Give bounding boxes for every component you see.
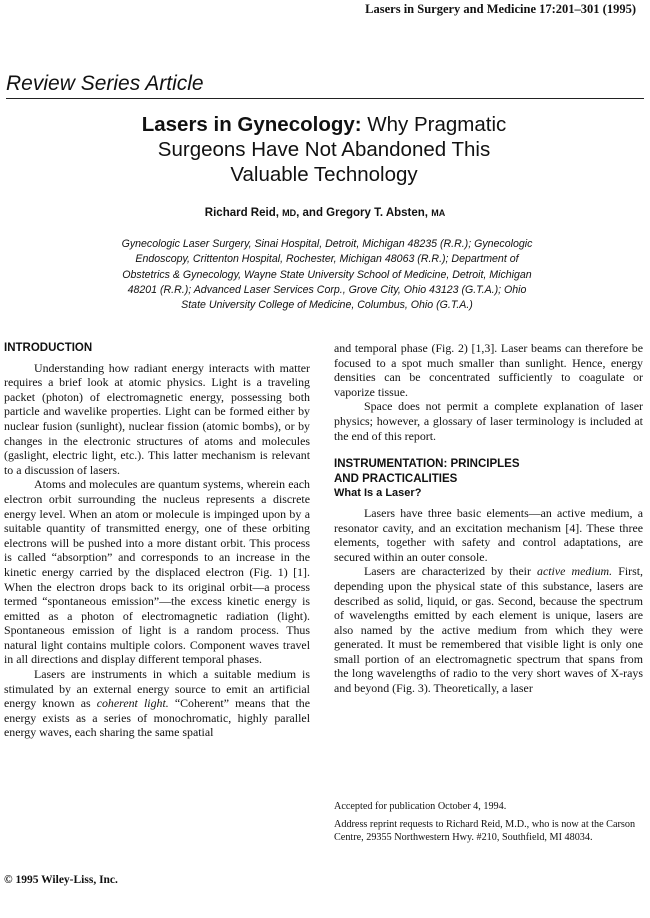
affiliation-line: Gynecologic Laser Surgery, Sinai Hospital, Detroit, Michigan 48235 (R.R.); Gynecologic	[121, 238, 533, 250]
title-line-2: Surgeons Have Not Abandoned This	[157, 138, 491, 161]
body-paragraph: Lasers have three basic elements—an active medium, a resonator cavity, and an excitation mechanism [4]. These three elements, together with safety and control adaptations, are secured within an outer console.	[334, 505, 643, 564]
text-run: First, depending upon the physical state of this substance, lasers are described as solid, liquid, or gas. Second, because the spectrum of wavelengths emitted by each element is unique, lasers are also named by the active medium from which they were generated. It must be remembered that visible light is only one small portion of an electromagnetic spectrum that spans from the long wavelengths of radio to the very short waves of X-rays and beyond (Fig. 3). Theoretically, a laser	[334, 564, 643, 696]
affiliation-line: Obstetrics & Gynecology, Wayne State University School of Medicine, Detroit, Michigan	[122, 268, 532, 281]
footnotes	[334, 801, 643, 849]
body-paragraph: Space does not permit a complete explanation of laser physics; however, a glossary of laser terminology is included at the end of this report.	[334, 399, 643, 443]
title-line-3: Valuable Technology	[230, 163, 418, 186]
journal-citation: Lasers in Surgery and Medicine 17:201–301 (1995)	[365, 2, 636, 16]
article-title	[60, 112, 588, 187]
right-column	[334, 341, 643, 696]
title-line-1	[60, 112, 588, 137]
emphasis-text: coherent light.	[96, 696, 169, 711]
footnote-reprint: Address reprint requests to Richard Reid, M.D., who is now at the Carson Centre, 29355 Northwestern Hwy. #210, Southfield, MI 48034.	[334, 818, 636, 843]
footnote-accepted: Accepted for publication October 4, 1994.	[334, 801, 507, 812]
article-type-label: Review Series Article	[6, 72, 204, 95]
subsection-heading: What Is a Laser?	[334, 487, 422, 500]
title-bold-part: Lasers in Gynecology:	[141, 113, 362, 136]
author-2-name: Gregory T. Absten,	[326, 207, 428, 219]
copyright-notice: © 1995 Wiley-Liss, Inc.	[4, 874, 118, 886]
body-paragraph: Understanding how radiant energy interacts with matter requires a brief look at atomic physics. Light is a traveling packet (photon) of electromagnetic energy, possessing both particle and wavelike properties. Light can be formed either by nuclear fusion (sunlight), nuclear fission (atomic bombs), or by changes in the electronic structures of atoms and molecules (gaslight, electric light, etc.). This latter mechanism is relevant to a discussion of lasers.	[4, 360, 310, 477]
body-paragraph: Atoms and molecules are quantum systems, wherein each electron orbit surrounding the nucleus represents a discrete energy level. When an atom or molecule is impinged upon by a suitable quantity of transmitted energy, one of these orbiting electrons will be pushed into a more distant orbit. This process is called “absorption” and corresponds to an increase in the kinetic energy carried by the displaced electron (Fig. 1) [1]. When the electron drops back to its original orbit—a process termed “spontaneous emission”—the excess kinetic energy is emitted as a photon of electromagnetic radiation (light). Spontaneous emission of light is a random process. Thus natural light contains multiple colors. Component waves travel in all directions and display different temporal phases.	[4, 477, 310, 667]
affiliation-line: 48201 (R.R.); Advanced Laser Services Corp., Grove City, Ohio 43123 (G.T.A.); Ohio	[127, 283, 527, 296]
affiliation-line: State University College of Medicine, Columbus, Ohio (G.T.A.)	[181, 299, 473, 312]
heading-line: AND PRACTICALITIES	[334, 472, 458, 485]
emphasis-text: active medium.	[537, 564, 613, 579]
section-heading-instrumentation	[334, 457, 643, 486]
text-run: Lasers are instruments in which a suitable medium is stimulated by an external energy source to emit an artificial energy known as	[4, 667, 310, 711]
body-paragraph	[4, 667, 310, 740]
affiliation-line: Endoscopy, Crittenton Hospital, Rochester, Michigan 48063 (R.R.); Department of	[135, 253, 519, 266]
article-type-underline	[6, 98, 644, 99]
text-run: “Coherent” means that the energy exists as a series of monochromatic, highly parallel energy waves, each sharing the same spatial	[4, 696, 310, 740]
title-line-1-rest: Why Pragmatic	[361, 113, 507, 136]
heading-line: INSTRUMENTATION: PRINCIPLES	[334, 458, 520, 471]
author-1-degree: MD	[282, 208, 297, 218]
author-1-name: Richard Reid,	[204, 207, 279, 219]
author-joiner: , and	[296, 207, 327, 219]
body-paragraph	[334, 564, 643, 695]
author-2-degree: MA	[431, 208, 446, 218]
left-column	[4, 341, 310, 740]
section-heading-introduction: INTRODUCTION	[4, 342, 93, 354]
author-list	[0, 207, 650, 219]
affiliations	[88, 237, 566, 313]
body-paragraph: and temporal phase (Fig. 2) [1,3]. Laser beams can therefore be focused to a spot much smaller than sunlight. Hence, energy densities can be concentrated sufficiently to coagulate or vaporize tissue.	[334, 341, 643, 399]
text-run: Lasers are characterized by their	[364, 564, 538, 579]
